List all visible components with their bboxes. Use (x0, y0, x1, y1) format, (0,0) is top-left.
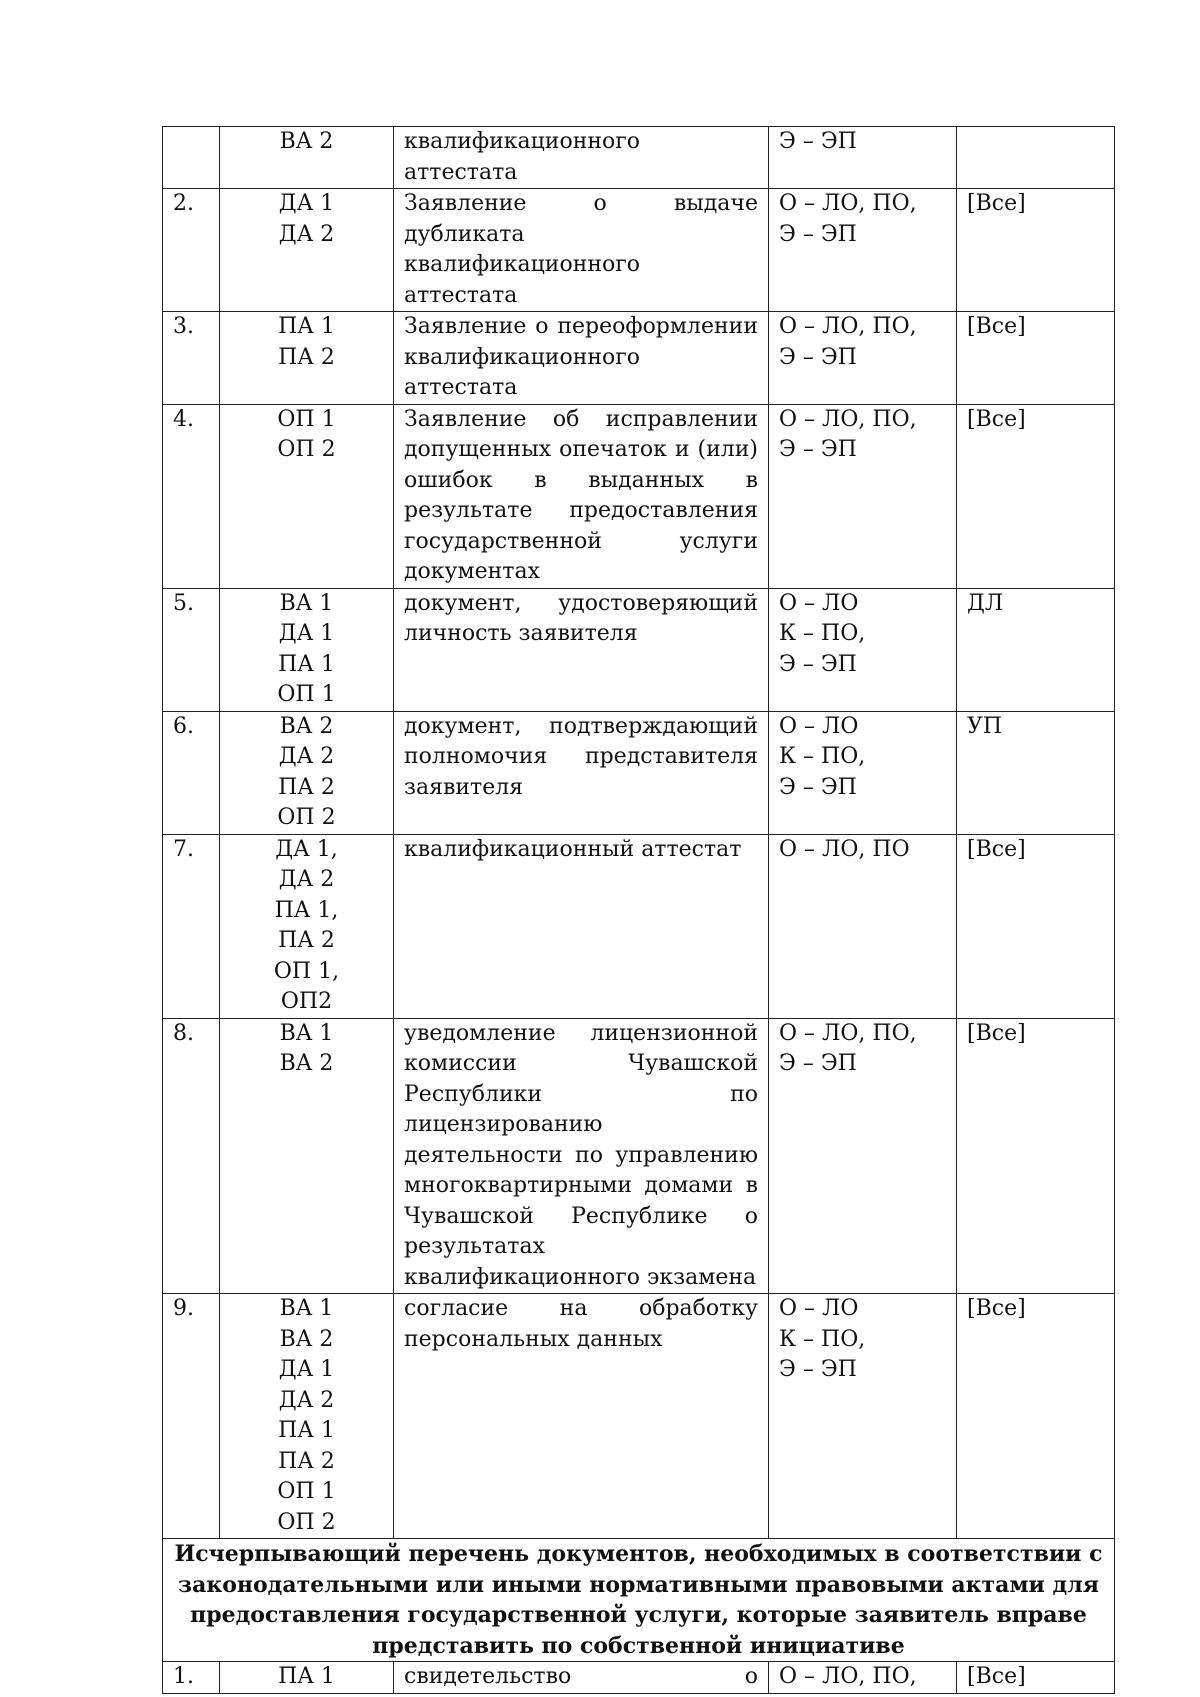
section-heading: Исчерпывающий перечень документов, необходимых в соответствии с законодательными или иными нормативными правовыми актами для предоставления государственной услуги, которые заявитель вправе представить по собственной инициативе (163, 1539, 1115, 1662)
document-name: квалификационного аттестата (394, 127, 769, 189)
row-number (163, 127, 220, 189)
applicant-code: ОП 1 (277, 682, 336, 707)
table-row (163, 1662, 1115, 1694)
applicant-code: ПА 1 (278, 651, 335, 677)
applicant-codes (220, 1018, 394, 1294)
row-number: 3. (163, 312, 220, 405)
applicant-codes (220, 404, 394, 588)
applicant-code: ВА 1 (279, 1296, 334, 1321)
table-row (163, 588, 1115, 711)
document-name: документ, подтверждающий полномочия представителя заявителя (394, 711, 769, 834)
table-row (163, 189, 1115, 312)
submission-form (769, 588, 957, 711)
applicant-category: [Все] (957, 834, 1115, 1018)
applicant-code: ПА 2 (278, 928, 335, 953)
applicant-code: ВА 2 (279, 129, 334, 154)
applicant-category: [Все] (957, 404, 1115, 588)
submission-form-line: Э – ЭП (779, 344, 857, 370)
applicant-code: ДА 1 (278, 621, 335, 646)
submission-form (769, 1662, 957, 1694)
applicant-category: [Все] (957, 1018, 1115, 1294)
submission-form (769, 711, 957, 834)
row-number: 6. (163, 711, 220, 834)
submission-form-line: Э – ЭП (779, 129, 857, 154)
applicant-category: ДЛ (957, 588, 1115, 711)
section-heading-row (163, 1539, 1115, 1662)
applicant-codes (220, 312, 394, 405)
applicant-code: ДА 2 (278, 1387, 335, 1413)
row-number: 9. (163, 1294, 220, 1539)
table-row (163, 127, 1115, 189)
submission-form-line: О – ЛО, ПО (779, 836, 910, 862)
applicant-code: ВА 1 (279, 590, 334, 616)
applicant-category: [Все] (957, 1662, 1115, 1694)
document-name: Заявление об исправлении допущенных опечаток и (или) ошибок в выданных в результате предоставления государственной услуги документах (394, 404, 769, 588)
applicant-code: ПА 1 (278, 1418, 335, 1443)
section-heading-body (163, 1539, 1115, 1662)
applicant-code: ВА 1 (279, 1020, 334, 1046)
applicant-code: ДА 1 (278, 191, 335, 216)
submission-form (769, 189, 957, 312)
submission-form-line: К – ПО, (779, 621, 866, 646)
applicant-code: ДА 1 (278, 1357, 335, 1382)
table-body-optional (163, 1662, 1115, 1694)
row-number: 7. (163, 834, 220, 1018)
table-row (163, 312, 1115, 405)
applicant-code: ПА 1 (278, 1664, 335, 1689)
submission-form-line: О – ЛО (779, 590, 859, 616)
document-name: документ, удостоверяющий личность заявителя (394, 588, 769, 711)
applicant-category: [Все] (957, 189, 1115, 312)
table-row (163, 834, 1115, 1018)
document-name: свидетельство о (394, 1662, 769, 1694)
table-row (163, 404, 1115, 588)
row-number: 5. (163, 588, 220, 711)
applicant-code: ОП 2 (277, 1509, 336, 1535)
applicant-code: ОП2 (280, 989, 333, 1014)
document-name: квалификационный аттестат (394, 834, 769, 1018)
applicant-codes (220, 588, 394, 711)
applicant-code: ОП 2 (277, 437, 336, 462)
submission-form (769, 312, 957, 405)
submission-form (769, 404, 957, 588)
submission-form-line: К – ПО, (779, 1326, 866, 1352)
submission-form (769, 127, 957, 189)
applicant-code: ВА 2 (279, 713, 334, 739)
applicant-codes (220, 834, 394, 1018)
row-number: 2. (163, 189, 220, 312)
submission-form-line: О – ЛО, ПО, (779, 191, 917, 216)
applicant-code: ОП 1, (273, 958, 340, 984)
applicant-category (957, 127, 1115, 189)
applicant-code: ПА 2 (278, 1448, 335, 1474)
submission-form-line: Э – ЭП (779, 651, 857, 677)
applicant-code: ПА 2 (278, 344, 335, 370)
applicant-codes (220, 711, 394, 834)
applicant-code: ВА 2 (279, 1326, 334, 1352)
row-number: 1. (163, 1662, 220, 1694)
applicant-code: ОП 1 (277, 406, 336, 432)
applicant-code: ДА 2 (278, 867, 335, 892)
submission-form-line: О – ЛО, ПО, (779, 1020, 917, 1046)
submission-form-line: К – ПО, (779, 744, 866, 769)
applicant-code: ПА 1 (278, 314, 335, 339)
applicant-code: ПА 1, (274, 897, 339, 923)
applicant-code: ДА 2 (278, 221, 335, 247)
applicant-codes (220, 127, 394, 189)
applicant-code: ПА 2 (278, 774, 335, 800)
submission-form (769, 1018, 957, 1294)
submission-form-line: О – ЛО (779, 713, 859, 739)
submission-form-line: Э – ЭП (779, 221, 857, 247)
submission-form-line: Э – ЭП (779, 1357, 857, 1382)
applicant-code: ДА 2 (278, 744, 335, 769)
table-row (163, 1294, 1115, 1539)
table-row (163, 711, 1115, 834)
applicant-category: [Все] (957, 312, 1115, 405)
row-number: 4. (163, 404, 220, 588)
submission-form (769, 1294, 957, 1539)
document-name: уведомление лицензионной комиссии Чувашской Республики по лицензированию деятельности по управлению многоквартирными домами в Чувашской Республике о результатах квалификационного экзамена (394, 1018, 769, 1294)
applicant-code: ДА 1, (275, 836, 338, 862)
document-name: согласие на обработку персональных данных (394, 1294, 769, 1539)
submission-form-line: Э – ЭП (779, 437, 857, 462)
document-name: Заявление о переоформлении квалификационного аттестата (394, 312, 769, 405)
applicant-category: [Все] (957, 1294, 1115, 1539)
applicant-code: ОП 2 (277, 805, 336, 830)
applicant-codes (220, 1662, 394, 1694)
applicant-code: ОП 1 (277, 1479, 336, 1504)
row-number: 8. (163, 1018, 220, 1294)
applicant-codes (220, 189, 394, 312)
document-name: Заявление о выдаче дубликата квалификационного аттестата (394, 189, 769, 312)
submission-form-line: О – ЛО, ПО, (779, 406, 917, 432)
submission-form-line: Э – ЭП (779, 1051, 857, 1076)
submission-form (769, 834, 957, 1018)
applicant-code: ВА 2 (279, 1051, 334, 1076)
documents-table (162, 126, 1115, 1694)
submission-form-line: О – ЛО, ПО, (779, 1664, 917, 1689)
applicant-category: УП (957, 711, 1115, 834)
submission-form-line: О – ЛО, ПО, (779, 314, 917, 339)
table-row (163, 1018, 1115, 1294)
applicant-codes (220, 1294, 394, 1539)
submission-form-line: Э – ЭП (779, 774, 857, 800)
submission-form-line: О – ЛО (779, 1296, 859, 1321)
table-body-main (163, 127, 1115, 1539)
